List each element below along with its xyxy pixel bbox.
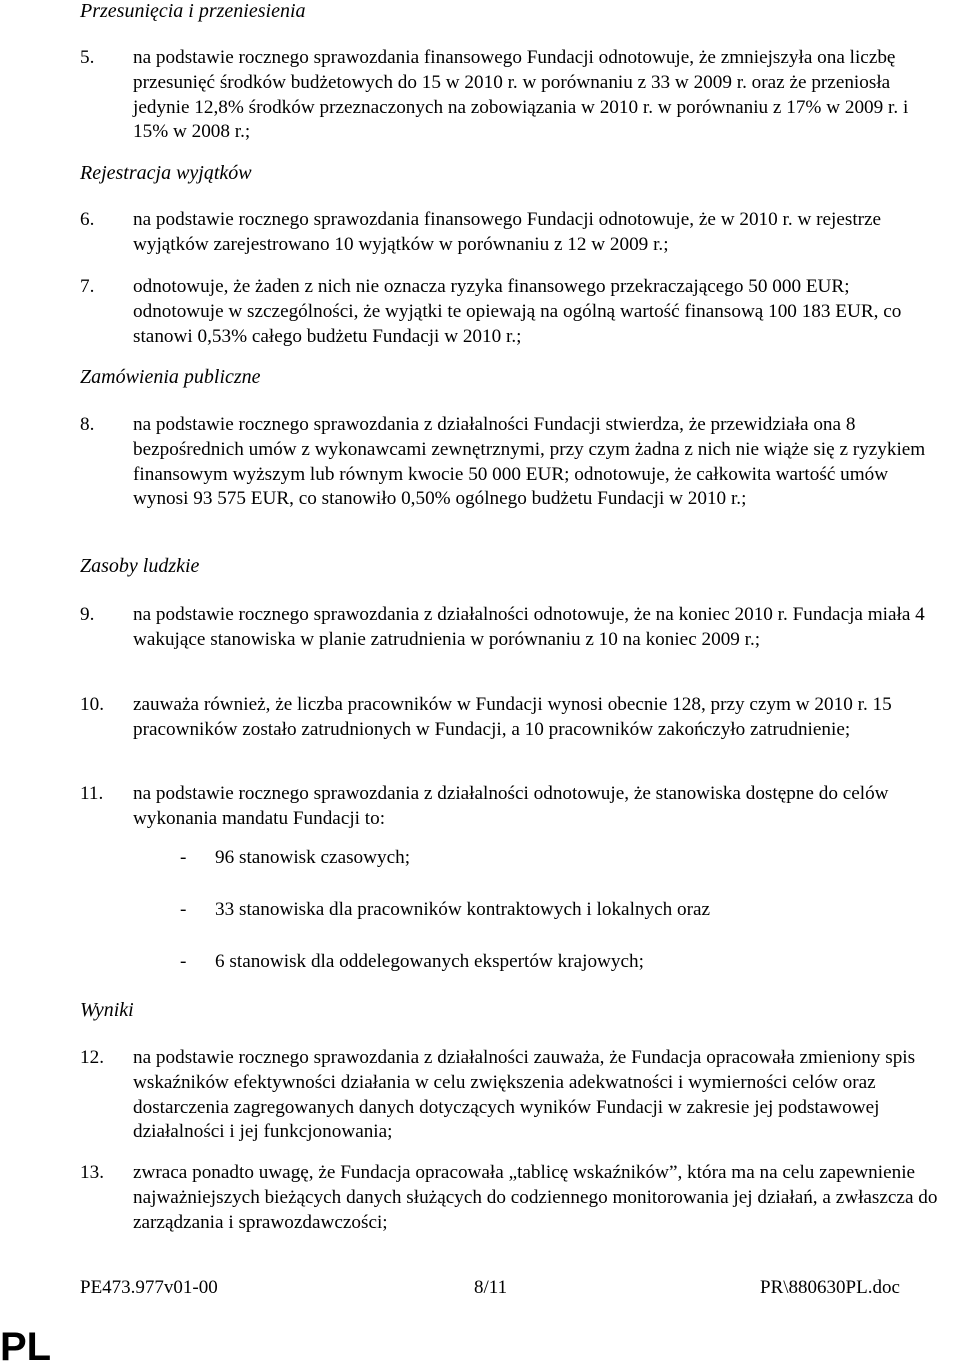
paragraph-text: na podstawie rocznego sprawozdania finansowego Fundacji odnotowuje, że w 2010 r. w rejestrze wyjątków zarejestrowano 10 wyjątków w porównaniu z 12 w 2009 r.;: [133, 209, 882, 255]
paragraph-text: na podstawie rocznego sprawozdania finansowego Fundacji odnotowuje, że zmniejszyła ona liczbę przesunięć środków budżetowych do 15 w 2010 r. w porównaniu z 33 w 2009 r. oraz że przeniosła jedynie 12,8% środków przeznaczonych na zobowiązania w 2010 r. w porównaniu z 17% w 2009 r. i 15% w 2008 r.;: [133, 47, 909, 143]
paragraph-number: 7.: [80, 276, 95, 297]
section-heading-exceptions: Rejestracja wyjątków: [80, 162, 252, 184]
list-dash: -: [180, 847, 187, 868]
paragraph-12: [80, 1046, 940, 1145]
paragraph-number: 11.: [80, 783, 104, 804]
paragraph-text: na podstawie rocznego sprawozdania z działalności Fundacji stwierdza, że przewidziała ona 8 bezpośrednich umów z wykonawcami zewnętrznymi, przy czym żadna z nich nie wiąże się z ryzykiem finansowym wyższym lub równym kwocie 50 000 EUR; odnotowuje, że całkowita wartość umów wynosi 93 575 EUR, co stanowiło 0,50% ogólnego budżetu Fundacji w 2010 r.;: [133, 414, 926, 510]
paragraph-10: [80, 693, 940, 743]
paragraph-text: zauważa również, że liczba pracowników w Fundacji wynosi obecnie 128, przy czym w 2010 r. 15 pracowników zostało zatrudnionych w Fundacji, a 10 pracowników zakończyło zatrudnienie;: [133, 694, 892, 740]
paragraph-7: [80, 275, 940, 349]
list-dash: -: [180, 899, 187, 920]
paragraph-number: 12.: [80, 1047, 104, 1068]
paragraph-13: [80, 1161, 940, 1235]
paragraph-number: 10.: [80, 694, 104, 715]
list-item-text: 33 stanowiska dla pracowników kontraktowych i lokalnych oraz: [215, 899, 711, 920]
footer-file-reference: PR\880630PL.doc: [760, 1277, 900, 1298]
paragraph-text: na podstawie rocznego sprawozdania z działalności odnotowuje, że na koniec 2010 r. Fundacja miała 4 wakujące stanowiska w planie zatrudnienia w porównaniu z 10 na koniec 2009 r.;: [133, 604, 925, 650]
paragraph-text: zwraca ponadto uwagę, że Fundacja opracowała „tablicę wskaźników”, która ma na celu zapewnienie najważniejszych bieżących danych służących do codziennego monitorowania jej działań, a zwłaszcza do zarządzania i sprawozdawczości;: [133, 1162, 938, 1233]
staff-list-item: [180, 846, 410, 870]
footer-doc-reference: PE473.977v01-00: [80, 1277, 218, 1298]
paragraph-number: 9.: [80, 604, 95, 625]
paragraph-text: odnotowuje, że żaden z nich nie oznacza ryzyka finansowego przekraczającego 50 000 EUR; odnotowuje w szczególności, że wyjątki te opiewają na ogólną wartość finansową 100 183 EUR, co stanowi 0,53% całego budżetu Fundacji w 2010 r.;: [133, 276, 902, 347]
paragraph-5: [80, 46, 940, 145]
paragraph-number: 8.: [80, 414, 95, 435]
list-item-text: 96 stanowisk czasowych;: [215, 847, 411, 868]
section-heading-procurement: Zamówienia publiczne: [80, 366, 261, 388]
language-code: PL: [0, 1325, 52, 1369]
paragraph-number: 5.: [80, 47, 95, 68]
paragraph-number: 6.: [80, 209, 95, 230]
paragraph-text: na podstawie rocznego sprawozdania z działalności odnotowuje, że stanowiska dostępne do celów wykonania mandatu Fundacji to:: [133, 783, 889, 829]
paragraph-number: 13.: [80, 1162, 104, 1183]
section-heading-hr: Zasoby ludzkie: [80, 555, 200, 577]
paragraph-text: na podstawie rocznego sprawozdania z działalności zauważa, że Fundacja opracowała zmieniony spis wskaźników efektywności działania w celu zwiększenia adekwatności i wymierności celów oraz dostarczenia zagregowanych danych dotyczących wyników Fundacji w zakresie jej podstawowej działalności i jej funkcjonowania;: [133, 1047, 916, 1143]
section-heading-results: Wyniki: [80, 999, 134, 1021]
paragraph-9: [80, 603, 940, 653]
paragraph-6: [80, 208, 940, 258]
paragraph-8: [80, 413, 940, 512]
section-heading-transfers: Przesunięcia i przeniesienia: [80, 0, 306, 22]
staff-list-item: [180, 950, 644, 974]
paragraph-11: [80, 782, 940, 832]
list-dash: -: [180, 951, 187, 972]
list-item-text: 6 stanowisk dla oddelegowanych ekspertów krajowych;: [215, 951, 644, 972]
footer-page-number: 8/11: [474, 1277, 508, 1298]
staff-list-item: [180, 898, 710, 922]
